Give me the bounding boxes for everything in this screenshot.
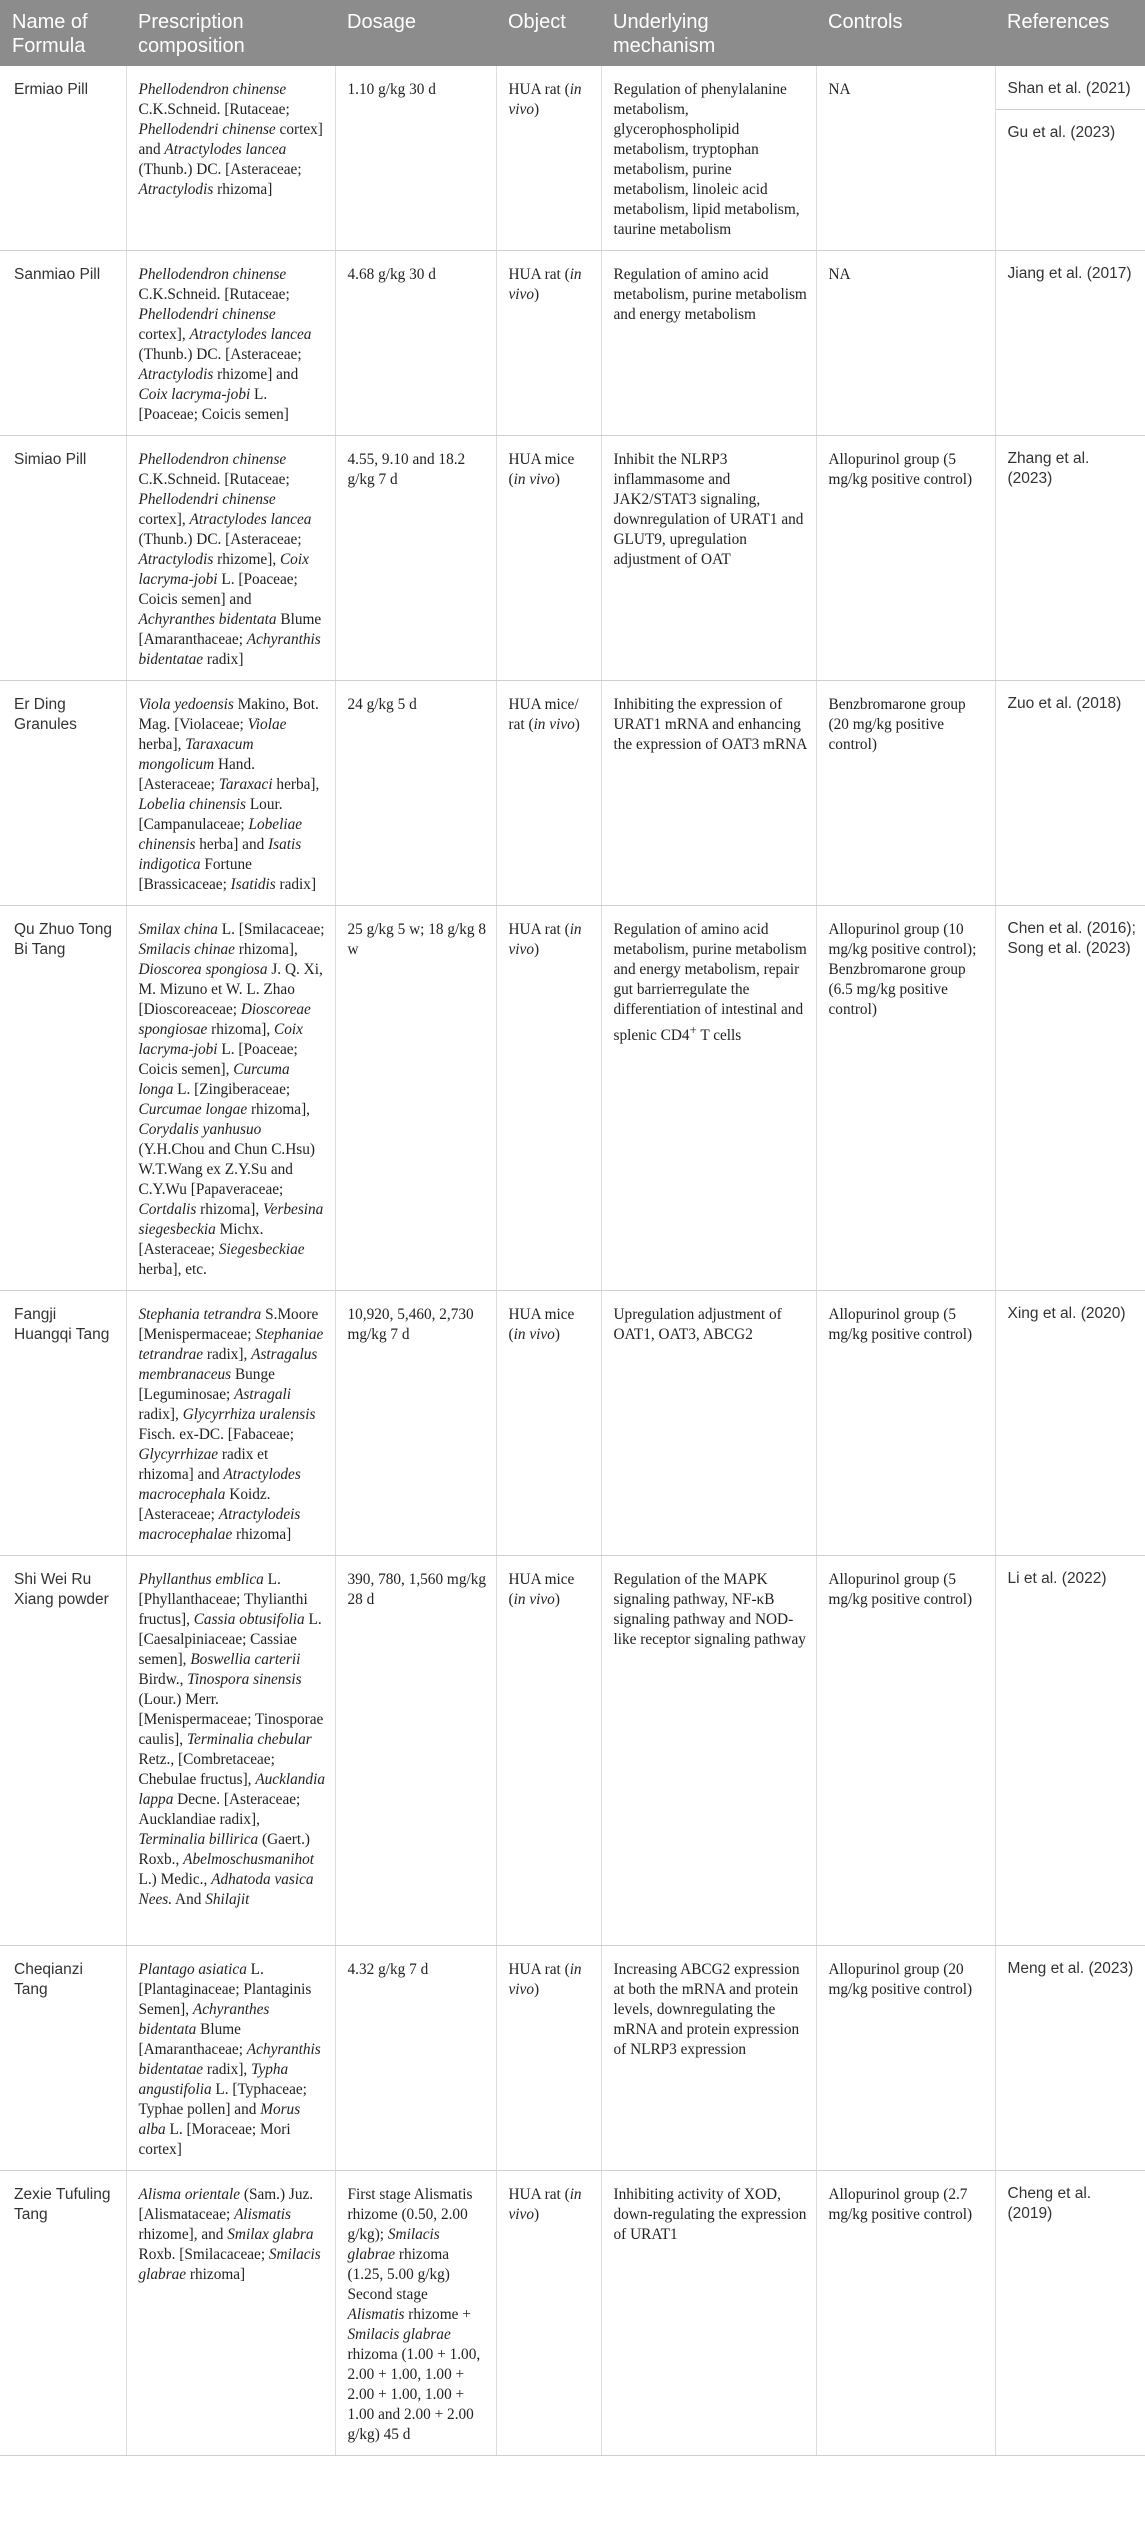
dosage-cell: First stage Alismatis rhizome (0.50, 2.00 g/kg); Smilacis glabrae rhizoma (1.25, 5.00 g/kg) Second stage Alismatis rhizome + Smilacis glabrae rhizoma (1.00 + 1.00, 2.00 + 1.00, 1.00 + 2.00 + 1.00, 1.00 + 1.00 and 2.00 + 2.00 g/kg) 45 d <box>335 2171 496 2456</box>
object-cell: HUA mice (in vivo) <box>496 1291 601 1556</box>
table-row <box>0 1946 1145 2171</box>
table-row <box>0 436 1145 681</box>
mechanism-cell: Increasing ABCG2 expression at both the mRNA and protein levels, downregulating the mRNA and protein expression of NLRP3 expression <box>601 1946 816 2171</box>
formula-name-cell: Ermiao Pill <box>0 66 126 251</box>
mechanism-cell: Inhibiting the expression of URAT1 mRNA and enhancing the expression of OAT3 mRNA <box>601 681 816 906</box>
references-cell <box>995 1556 1145 1946</box>
mechanism-cell: Regulation of the MAPK signaling pathway, NF-κB signaling pathway and NOD-like receptor signaling pathway <box>601 1556 816 1946</box>
prescription-composition-cell: Stephania tetrandra S.Moore [Menispermaceae; Stephaniae tetrandrae radix], Astragalus membranaceus Bunge [Leguminosae; Astragali radix], Glycyrrhiza uralensis Fisch. ex-DC. [Fabaceae; Glycyrrhizae radix et rhizoma] and Atractylodes macrocephala Koidz. [Asteraceae; Atractylodeis macrocephalae rhizoma] <box>126 1291 335 1556</box>
header-dosage: Dosage <box>335 0 496 66</box>
formula-name-cell: Sanmiao Pill <box>0 251 126 436</box>
header-composition: Prescription composition <box>126 0 335 66</box>
object-cell: HUA rat (in vivo) <box>496 66 601 251</box>
header-references: References <box>995 0 1145 66</box>
table-row <box>0 66 1145 251</box>
prescription-composition-cell: Phyllanthus emblica L. [Phyllanthaceae; Thylianthi fructus], Cassia obtusifolia L. [Caesalpiniaceae; Cassiae semen], Boswellia carterii Birdw., Tinospora sinensis (Lour.) Merr. [Menispermaceae; Tinosporae caulis], Terminalia chebular Retz., [Combretaceae; Chebulae fructus], Aucklandia lappa Decne. [Asteraceae; Aucklandiae radix], Terminalia billirica (Gaert.) Roxb., Abelmoschusmanihot L.) Medic., Adhatoda vasica Nees. And Shilajit <box>126 1556 335 1946</box>
header-name: Name of Formula <box>0 0 126 66</box>
table-row <box>0 1556 1145 1946</box>
controls-cell: Allopurinol group (2.7 mg/kg positive control) <box>816 2171 995 2456</box>
mechanism-cell: Regulation of amino acid metabolism, purine metabolism and energy metabolism, repair gut barrierregulate the differentiation of intestinal and splenic CD4+ T cells <box>601 906 816 1291</box>
formula-name-cell: Qu Zhuo Tong Bi Tang <box>0 906 126 1291</box>
prescription-composition-cell: Viola yedoensis Makino, Bot. Mag. [Violaceae; Violae herba], Taraxacum mongolicum Hand. [Asteraceae; Taraxaci herba], Lobelia chinensis Lour. [Campanulaceae; Lobeliae chinensis herba] and Isatis indigotica Fortune [Brassicaceae; Isatidis radix] <box>126 681 335 906</box>
formula-name-cell: Zexie Tufuling Tang <box>0 2171 126 2456</box>
table-row <box>0 251 1145 436</box>
controls-cell: NA <box>816 66 995 251</box>
mechanism-cell: Inhibiting activity of XOD, down-regulating the expression of URAT1 <box>601 2171 816 2456</box>
mechanism-cell: Regulation of phenylalanine metabolism, glycerophospholipid metabolism, tryptophan metabolism, purine metabolism, linoleic acid metabolism, lipid metabolism, taurine metabolism <box>601 66 816 251</box>
references-cell <box>995 2171 1145 2456</box>
dosage-cell: 25 g/kg 5 w; 18 g/kg 8 w <box>335 906 496 1291</box>
formula-name-cell: Cheqianzi Tang <box>0 1946 126 2171</box>
object-cell: HUA mice/ rat (in vivo) <box>496 681 601 906</box>
formula-name-cell: Shi Wei Ru Xiang powder <box>0 1556 126 1946</box>
references-cell <box>995 681 1145 906</box>
prescription-composition-cell: Smilax china L. [Smilacaceae; Smilacis chinae rhizoma], Dioscorea spongiosa J. Q. Xi, M. Mizuno et W. L. Zhao [Dioscoreaceae; Dioscoreae spongiosae rhizoma], Coix lacryma-jobi L. [Poaceae; Coicis semen], Curcuma longa L. [Zingiberaceae; Curcumae longae rhizoma], Corydalis yanhusuo (Y.H.Chou and Chun C.Hsu) W.T.Wang ex Z.Y.Su and C.Y.Wu [Papaveraceae; Cortdalis rhizoma], Verbesina siegesbeckia Michx. [Asteraceae; Siegesbeckiae herba], etc. <box>126 906 335 1291</box>
references-cell <box>995 436 1145 681</box>
dosage-cell: 390, 780, 1,560 mg/kg 28 d <box>335 1556 496 1946</box>
object-cell: HUA rat (in vivo) <box>496 2171 601 2456</box>
reference-link[interactable]: Li et al. (2022) <box>1007 1570 1107 1587</box>
prescription-composition-cell: Plantago asiatica L. [Plantaginaceae; Plantaginis Semen], Achyranthes bidentata Blume [Amaranthaceae; Achyranthis bidentatae radix], Typha angustifolia L. [Typhaceae; Typhae pollen] and Morus alba L. [Moraceae; Mori cortex] <box>126 1946 335 2171</box>
mechanism-cell: Regulation of amino acid metabolism, purine metabolism and energy metabolism <box>601 251 816 436</box>
reference-link[interactable]: Shan et al. (2021) <box>1007 80 1131 97</box>
table-header-row <box>0 0 1145 66</box>
prescription-composition-cell: Alisma orientale (Sam.) Juz. [Alismataceae; Alismatis rhizome], and Smilax glabra Roxb. [Smilacaceae; Smilacis glabrae rhizoma] <box>126 2171 335 2456</box>
prescription-composition-cell: Phellodendron chinense C.K.Schneid. [Rutaceae; Phellodendri chinense cortex] and Atractylodes lancea (Thunb.) DC. [Asteraceae; Atractylodis rhizoma] <box>126 66 335 251</box>
references-cell <box>995 906 1145 1291</box>
references-cell <box>995 1946 1145 2171</box>
reference-link[interactable]: Jiang et al. (2017) <box>1007 265 1132 282</box>
controls-cell: Benzbromarone group (20 mg/kg positive control) <box>816 681 995 906</box>
table-row <box>0 906 1145 1291</box>
mechanism-cell: Inhibit the NLRP3 inflammasome and JAK2/STAT3 signaling, downregulation of URAT1 and GLUT9, upregulation adjustment of OAT <box>601 436 816 681</box>
header-controls: Controls <box>816 0 995 66</box>
object-cell: HUA mice (in vivo) <box>496 436 601 681</box>
reference-link[interactable]: Cheng et al. (2019) <box>1007 2185 1092 2222</box>
mechanism-cell: Upregulation adjustment of OAT1, OAT3, ABCG2 <box>601 1291 816 1556</box>
table-row <box>0 1291 1145 1556</box>
dosage-cell: 4.32 g/kg 7 d <box>335 1946 496 2171</box>
table-row <box>0 2171 1145 2456</box>
dosage-cell: 10,920, 5,460, 2,730 mg/kg 7 d <box>335 1291 496 1556</box>
object-cell: HUA rat (in vivo) <box>496 1946 601 2171</box>
controls-cell: Allopurinol group (10 mg/kg positive control); Benzbromarone group (6.5 mg/kg positive control) <box>816 906 995 1291</box>
controls-cell: Allopurinol group (5 mg/kg positive control) <box>816 1291 995 1556</box>
formula-name-cell: Fangji Huangqi Tang <box>0 1291 126 1556</box>
header-mechanism: Underlying mechanism <box>601 0 816 66</box>
references-cell <box>995 1291 1145 1556</box>
controls-cell: Allopurinol group (20 mg/kg positive control) <box>816 1946 995 2171</box>
prescription-composition-cell: Phellodendron chinense C.K.Schneid. [Rutaceae; Phellodendri chinense cortex], Atractylodes lancea (Thunb.) DC. [Asteraceae; Atractylodis rhizome] and Coix lacryma-jobi L. [Poaceae; Coicis semen] <box>126 251 335 436</box>
controls-cell: NA <box>816 251 995 436</box>
object-cell: HUA mice (in vivo) <box>496 1556 601 1946</box>
dosage-cell: 4.68 g/kg 30 d <box>335 251 496 436</box>
object-cell: HUA rat (in vivo) <box>496 251 601 436</box>
reference-link[interactable]: Xing et al. (2020) <box>1007 1305 1126 1322</box>
reference-link[interactable]: Meng et al. (2023) <box>1007 1960 1134 1977</box>
dosage-cell: 24 g/kg 5 d <box>335 681 496 906</box>
reference-link[interactable]: Chen et al. (2016); Song et al. (2023) <box>1007 920 1136 957</box>
reference-link[interactable]: Gu et al. (2023) <box>996 109 1145 153</box>
header-object: Object <box>496 0 601 66</box>
formula-name-cell: Simiao Pill <box>0 436 126 681</box>
reference-link[interactable]: Zhang et al. (2023) <box>1007 450 1090 487</box>
references-cell <box>995 251 1145 436</box>
table-body <box>0 66 1145 2456</box>
references-cell <box>995 66 1145 251</box>
dosage-cell: 1.10 g/kg 30 d <box>335 66 496 251</box>
object-cell: HUA rat (in vivo) <box>496 906 601 1291</box>
controls-cell: Allopurinol group (5 mg/kg positive control) <box>816 1556 995 1946</box>
dosage-cell: 4.55, 9.10 and 18.2 g/kg 7 d <box>335 436 496 681</box>
table-row <box>0 681 1145 906</box>
formula-name-cell: Er Ding Granules <box>0 681 126 906</box>
controls-cell: Allopurinol group (5 mg/kg positive control) <box>816 436 995 681</box>
reference-link[interactable]: Zuo et al. (2018) <box>1007 695 1122 712</box>
prescription-composition-cell: Phellodendron chinense C.K.Schneid. [Rutaceae; Phellodendri chinense cortex], Atractylodes lancea (Thunb.) DC. [Asteraceae; Atractylodis rhizome], Coix lacryma-jobi L. [Poaceae; Coicis semen] and Achyranthes bidentata Blume [Amaranthaceae; Achyranthis bidentatae radix] <box>126 436 335 681</box>
